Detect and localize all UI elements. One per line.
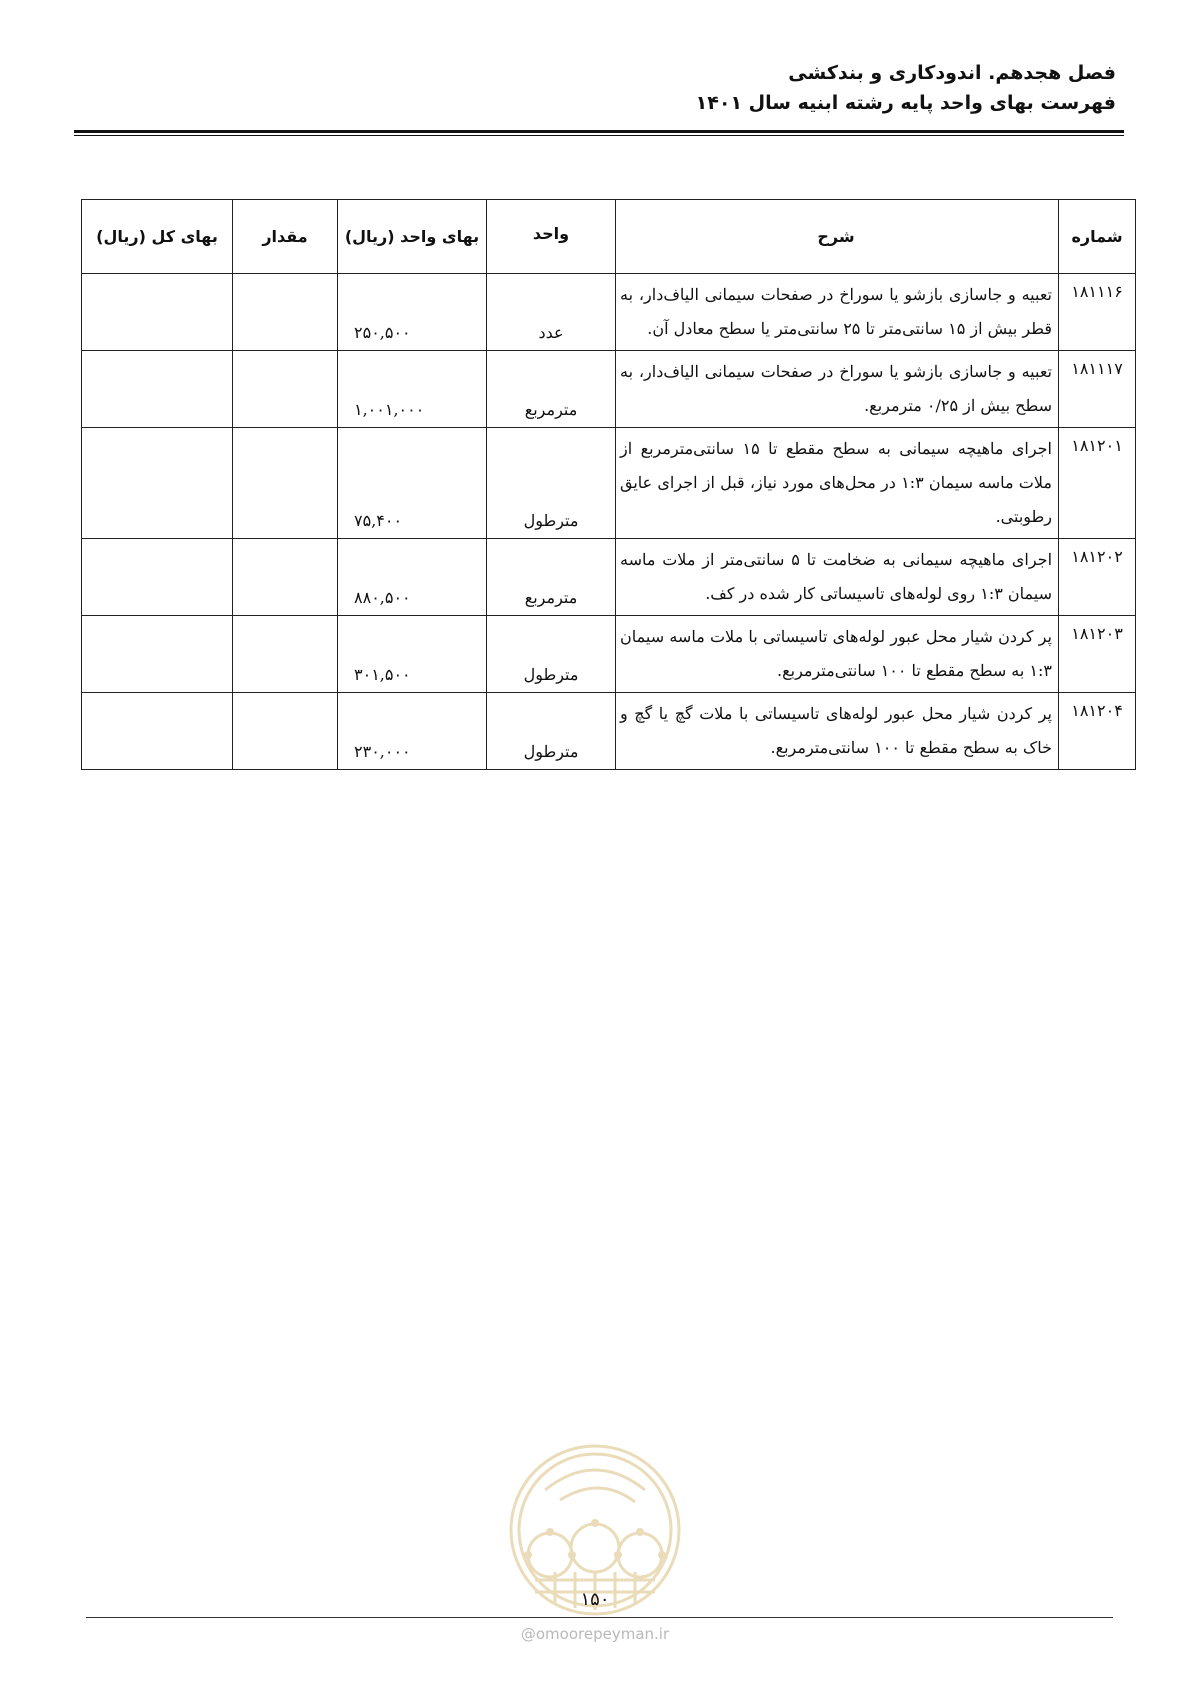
- item-unit: مترمربع: [487, 351, 616, 428]
- item-quantity[interactable]: [233, 693, 338, 770]
- header-divider-thick: [74, 130, 1124, 133]
- item-unit: مترطول: [487, 428, 616, 539]
- item-description: پر کردن شیار محل عبور لوله‌های تاسیساتی با ملات گچ یا گچ و خاک به سطح مقطع تا ۱۰۰ سانتی‌مترمربع.: [616, 693, 1059, 770]
- page-number: ۱۵۰: [580, 1589, 610, 1610]
- item-unit-price: ۳۰۱,۵۰۰: [338, 616, 487, 693]
- item-code: ۱۸۱۱۱۷: [1059, 351, 1136, 428]
- column-header-total-price: بهای کل (ریال): [82, 200, 233, 274]
- item-quantity[interactable]: [233, 428, 338, 539]
- website-link[interactable]: @omoorepeyman.ir: [520, 1625, 670, 1643]
- item-unit-price: ۷۵,۴۰۰: [338, 428, 487, 539]
- table-header-row: [82, 200, 1136, 274]
- item-description: پر کردن شیار محل عبور لوله‌های تاسیساتی با ملات ماسه سیمان ۱:۳ به سطح مقطع تا ۱۰۰ سانتی‌مترمربع.: [616, 616, 1059, 693]
- table-row: [82, 539, 1136, 616]
- page-header: [70, 58, 1120, 118]
- table-row: [82, 428, 1136, 539]
- item-code: ۱۸۱۱۱۶: [1059, 274, 1136, 351]
- item-description: اجرای ماهیچه سیمانی به سطح مقطع تا ۱۵ سانتی‌مترمربع از ملات ماسه سیمان ۱:۳ در محل‌های مورد نیاز، قبل از اجرای عایق رطوبتی.: [616, 428, 1059, 539]
- price-list-table: [81, 199, 1136, 770]
- column-header-unit-price: بهای واحد (ریال): [338, 200, 487, 274]
- table-row: [82, 616, 1136, 693]
- item-unit: مترطول: [487, 616, 616, 693]
- table-row: [82, 693, 1136, 770]
- item-unit-price: ۲۳۰,۰۰۰: [338, 693, 487, 770]
- item-code: ۱۸۱۲۰۳: [1059, 616, 1136, 693]
- column-header-quantity: مقدار: [233, 200, 338, 274]
- item-unit: مترمربع: [487, 539, 616, 616]
- item-total-price[interactable]: [82, 351, 233, 428]
- item-total-price[interactable]: [82, 693, 233, 770]
- item-description: تعبیه و جاسازی بازشو یا سوراخ در صفحات سیمانی الیاف‌دار، به سطح بیش از ۰/۲۵ مترمربع.: [616, 351, 1059, 428]
- item-total-price[interactable]: [82, 428, 233, 539]
- item-unit-price: ۸۸۰,۵۰۰: [338, 539, 487, 616]
- item-unit-price: ۱,۰۰۱,۰۰۰: [338, 351, 487, 428]
- table-row: [82, 274, 1136, 351]
- item-total-price[interactable]: [82, 274, 233, 351]
- column-header-unit: واحد: [487, 200, 616, 274]
- document-title: فهرست بهای واحد پایه رشته ابنیه سال ۱۴۰۱: [695, 92, 1116, 114]
- item-total-price[interactable]: [82, 539, 233, 616]
- item-quantity[interactable]: [233, 616, 338, 693]
- item-quantity[interactable]: [233, 539, 338, 616]
- item-unit: عدد: [487, 274, 616, 351]
- column-header-code: شماره: [1059, 200, 1136, 274]
- item-code: ۱۸۱۲۰۲: [1059, 539, 1136, 616]
- chapter-title: فصل هجدهم. اندودکاری و بندکشی: [788, 62, 1116, 84]
- item-code: ۱۸۱۲۰۴: [1059, 693, 1136, 770]
- header-divider-thin: [74, 135, 1124, 136]
- item-unit: مترطول: [487, 693, 616, 770]
- item-quantity[interactable]: [233, 274, 338, 351]
- column-header-description: شرح: [616, 200, 1059, 274]
- item-quantity[interactable]: [233, 351, 338, 428]
- item-description: اجرای ماهیچه سیمانی به ضخامت تا ۵ سانتی‌متر از ملات ماسه سیمان ۱:۳ روی لوله‌های تاسیساتی کار شده در کف.: [616, 539, 1059, 616]
- footer-divider: [86, 1617, 1113, 1618]
- item-total-price[interactable]: [82, 616, 233, 693]
- item-description: تعبیه و جاسازی بازشو یا سوراخ در صفحات سیمانی الیاف‌دار، به قطر بیش از ۱۵ سانتی‌متر تا ۲۵ سانتی‌متر یا سطح معادل آن.: [616, 274, 1059, 351]
- table-row: [82, 351, 1136, 428]
- item-unit-price: ۲۵۰,۵۰۰: [338, 274, 487, 351]
- item-code: ۱۸۱۲۰۱: [1059, 428, 1136, 539]
